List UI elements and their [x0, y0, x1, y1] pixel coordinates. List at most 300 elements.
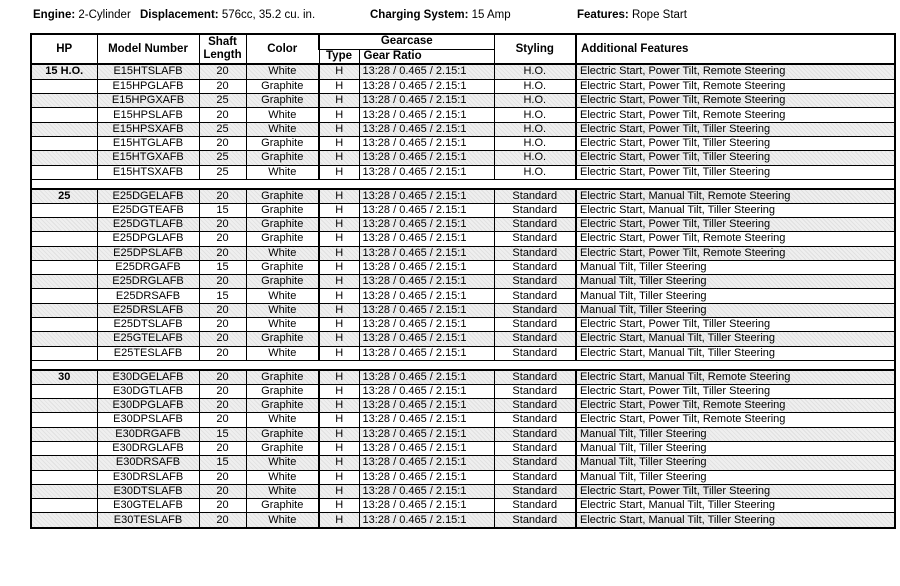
model-number-cell: E15HPGXAFB: [97, 94, 199, 108]
styling-cell: H.O.: [494, 122, 576, 136]
styling-cell: Standard: [494, 413, 576, 427]
table-row: [32, 136, 894, 150]
table-row: [32, 413, 894, 427]
color-cell: Graphite: [246, 441, 319, 455]
table-row: [32, 513, 894, 527]
color-cell: Graphite: [246, 332, 319, 346]
styling-cell: Standard: [494, 427, 576, 441]
styling-cell: H.O.: [494, 94, 576, 108]
hp-group-25: [32, 188, 894, 361]
gear-ratio-cell: 13:28 / 0.465 / 2.15:1: [359, 303, 494, 317]
additional-features-cell: Electric Start, Power Tilt, Remote Steering: [576, 232, 894, 246]
gearcase-type-cell: H: [319, 165, 359, 179]
model-number-cell: E15HPGLAFB: [97, 79, 199, 93]
gearcase-type-cell: H: [319, 332, 359, 346]
table-row: [32, 165, 894, 179]
hp-cell: [32, 470, 97, 484]
table-row: [32, 65, 894, 79]
gear-ratio-cell: 13:28 / 0.465 / 2.15:1: [359, 136, 494, 150]
shaft-length-cell: 15: [199, 260, 246, 274]
additional-features-header: Additional Features: [576, 35, 894, 64]
color-cell: Graphite: [246, 370, 319, 384]
gearcase-type-cell: H: [319, 94, 359, 108]
gearcase-type-cell: H: [319, 484, 359, 498]
gearcase-type-cell: H: [319, 65, 359, 79]
gearcase-type-cell: H: [319, 136, 359, 150]
hp-cell: [32, 232, 97, 246]
hp-group-30: [32, 369, 894, 527]
table-row: [32, 470, 894, 484]
styling-cell: Standard: [494, 217, 576, 231]
color-cell: White: [246, 484, 319, 498]
gear-ratio-cell: 13:28 / 0.465 / 2.15:1: [359, 513, 494, 527]
shaft-length-cell: 15: [199, 427, 246, 441]
styling-cell: Standard: [494, 456, 576, 470]
shaft-length-cell: 20: [199, 303, 246, 317]
color-header: Color: [246, 35, 319, 64]
gearcase-type-cell: H: [319, 513, 359, 527]
shaft-length-cell: 20: [199, 246, 246, 260]
styling-cell: Standard: [494, 346, 576, 360]
model-number-cell: E25DGTLAFB: [97, 217, 199, 231]
hp-cell: [32, 318, 97, 332]
model-number-cell: E25DRGLAFB: [97, 275, 199, 289]
header-row-1: [32, 35, 894, 49]
model-number-cell: E30TESLAFB: [97, 513, 199, 527]
hp-cell: [32, 217, 97, 231]
gear-ratio-cell: 13:28 / 0.465 / 2.15:1: [359, 370, 494, 384]
model-number-cell: E15HTGLAFB: [97, 136, 199, 150]
features-label: Features:: [577, 9, 629, 21]
shaft-length-cell: 25: [199, 165, 246, 179]
model-number-cell: E25TESLAFB: [97, 346, 199, 360]
color-cell: White: [246, 346, 319, 360]
styling-cell: Standard: [494, 441, 576, 455]
hp-cell: 30: [32, 370, 97, 384]
shaft-length-cell: 25: [199, 151, 246, 165]
gearcase-type-cell: H: [319, 456, 359, 470]
gear-ratio-cell: 13:28 / 0.465 / 2.15:1: [359, 151, 494, 165]
additional-features-cell: Manual Tilt, Tiller Steering: [576, 470, 894, 484]
color-cell: Graphite: [246, 136, 319, 150]
gearcase-type-cell: H: [319, 275, 359, 289]
additional-features-cell: Manual Tilt, Tiller Steering: [576, 303, 894, 317]
hp-cell: 15 H.O.: [32, 65, 97, 79]
styling-cell: Standard: [494, 513, 576, 527]
gear-ratio-cell: 13:28 / 0.465 / 2.15:1: [359, 217, 494, 231]
group-separator: [32, 180, 894, 188]
displacement-value: 576cc, 35.2 cu. in.: [221, 9, 316, 21]
model-number-cell: E15HTSXAFB: [97, 165, 199, 179]
charging-system-value: 15 Amp: [471, 9, 511, 21]
shaft-length-cell: 20: [199, 413, 246, 427]
color-cell: White: [246, 108, 319, 122]
table-row: [32, 122, 894, 136]
displacement-label: Displacement:: [140, 9, 219, 21]
additional-features-cell: Electric Start, Power Tilt, Tiller Steering: [576, 122, 894, 136]
color-cell: Graphite: [246, 189, 319, 203]
additional-features-cell: Electric Start, Power Tilt, Remote Steering: [576, 246, 894, 260]
gear-ratio-cell: 13:28 / 0.465 / 2.15:1: [359, 470, 494, 484]
additional-features-cell: Electric Start, Power Tilt, Remote Steering: [576, 65, 894, 79]
gear-ratio-cell: 13:28 / 0.465 / 2.15:1: [359, 456, 494, 470]
gear-ratio-cell: 13:28 / 0.465 / 2.15:1: [359, 65, 494, 79]
color-cell: White: [246, 413, 319, 427]
table-row: [32, 370, 894, 384]
hp-cell: [32, 246, 97, 260]
model-number-cell: E25GTELAFB: [97, 332, 199, 346]
table-row: [32, 108, 894, 122]
gearcase-type-cell: H: [319, 384, 359, 398]
shaft-length-cell: 20: [199, 217, 246, 231]
additional-features-cell: Electric Start, Power Tilt, Remote Steering: [576, 79, 894, 93]
hp-cell: [32, 289, 97, 303]
table-row: [32, 232, 894, 246]
hp-cell: [32, 499, 97, 513]
model-number-cell: E25DPGLAFB: [97, 232, 199, 246]
table-row: [32, 289, 894, 303]
gearcase-type-cell: H: [319, 246, 359, 260]
additional-features-cell: Electric Start, Power Tilt, Remote Steering: [576, 108, 894, 122]
hp-cell: [32, 203, 97, 217]
additional-features-cell: Electric Start, Power Tilt, Tiller Steering: [576, 484, 894, 498]
engine-label: Engine:: [33, 9, 76, 21]
gear-ratio-cell: 13:28 / 0.465 / 2.15:1: [359, 189, 494, 203]
gearcase-header: Gearcase: [319, 35, 494, 49]
color-cell: Graphite: [246, 79, 319, 93]
hp-cell: [32, 346, 97, 360]
gearcase-type-cell: H: [319, 122, 359, 136]
gearcase-type-cell: H: [319, 441, 359, 455]
gear-ratio-cell: 13:28 / 0.465 / 2.15:1: [359, 260, 494, 274]
color-cell: White: [246, 122, 319, 136]
model-number-header: Model Number: [97, 35, 199, 64]
styling-cell: Standard: [494, 246, 576, 260]
hp-cell: [32, 108, 97, 122]
gearcase-type-cell: H: [319, 151, 359, 165]
shaft-length-cell: 20: [199, 79, 246, 93]
hp-cell: 25: [32, 189, 97, 203]
model-number-cell: E30DRGAFB: [97, 427, 199, 441]
model-number-cell: E25DPSLAFB: [97, 246, 199, 260]
styling-cell: H.O.: [494, 65, 576, 79]
table-row: [32, 217, 894, 231]
shaft-length-cell: 20: [199, 484, 246, 498]
gear-ratio-cell: 13:28 / 0.465 / 2.15:1: [359, 484, 494, 498]
gear-ratio-cell: 13:28 / 0.465 / 2.15:1: [359, 165, 494, 179]
hp-cell: [32, 79, 97, 93]
gearcase-type-cell: H: [319, 303, 359, 317]
styling-cell: Standard: [494, 499, 576, 513]
additional-features-cell: Electric Start, Power Tilt, Tiller Steering: [576, 318, 894, 332]
styling-cell: H.O.: [494, 79, 576, 93]
additional-features-cell: Electric Start, Manual Tilt, Remote Steering: [576, 189, 894, 203]
additional-features-cell: Electric Start, Power Tilt, Remote Steering: [576, 94, 894, 108]
hp-cell: [32, 275, 97, 289]
gearcase-type-cell: H: [319, 427, 359, 441]
table-row: [32, 399, 894, 413]
gear-ratio-cell: 13:28 / 0.465 / 2.15:1: [359, 441, 494, 455]
hp-cell: [32, 260, 97, 274]
table-row: [32, 151, 894, 165]
model-number-cell: E25DGELAFB: [97, 189, 199, 203]
table-header: [32, 35, 894, 65]
group-separator: [32, 361, 894, 369]
models-spec-table: [30, 33, 896, 529]
color-cell: White: [246, 513, 319, 527]
gearcase-type-cell: H: [319, 79, 359, 93]
gear-ratio-cell: 13:28 / 0.465 / 2.15:1: [359, 413, 494, 427]
additional-features-cell: Electric Start, Power Tilt, Tiller Steering: [576, 217, 894, 231]
gearcase-type-cell: H: [319, 203, 359, 217]
model-number-cell: E25DGTEAFB: [97, 203, 199, 217]
shaft-length-cell: 20: [199, 370, 246, 384]
shaft-length-cell: 20: [199, 399, 246, 413]
gear-ratio-cell: 13:28 / 0.465 / 2.15:1: [359, 246, 494, 260]
gear-ratio-cell: 13:28 / 0.465 / 2.15:1: [359, 79, 494, 93]
color-cell: Graphite: [246, 94, 319, 108]
gearcase-type-cell: H: [319, 108, 359, 122]
color-cell: White: [246, 65, 319, 79]
hp-cell: [32, 136, 97, 150]
additional-features-cell: Manual Tilt, Tiller Steering: [576, 260, 894, 274]
gear-ratio-cell: 13:28 / 0.465 / 2.15:1: [359, 94, 494, 108]
gearcase-type-cell: H: [319, 499, 359, 513]
color-cell: White: [246, 456, 319, 470]
color-cell: White: [246, 289, 319, 303]
shaft-length-cell: 20: [199, 189, 246, 203]
additional-features-cell: Electric Start, Power Tilt, Remote Steering: [576, 399, 894, 413]
table-row: [32, 456, 894, 470]
color-cell: Graphite: [246, 499, 319, 513]
color-cell: White: [246, 165, 319, 179]
styling-cell: Standard: [494, 203, 576, 217]
color-cell: White: [246, 303, 319, 317]
gear-ratio-cell: 13:28 / 0.465 / 2.15:1: [359, 275, 494, 289]
table-row: [32, 203, 894, 217]
gearcase-type-cell: H: [319, 318, 359, 332]
gear-ratio-cell: 13:28 / 0.465 / 2.15:1: [359, 384, 494, 398]
styling-cell: Standard: [494, 484, 576, 498]
model-number-cell: E25DRSAFB: [97, 289, 199, 303]
hp-cell: [32, 332, 97, 346]
hp-cell: [32, 413, 97, 427]
additional-features-cell: Electric Start, Manual Tilt, Tiller Steering: [576, 513, 894, 527]
hp-cell: [32, 399, 97, 413]
styling-cell: H.O.: [494, 136, 576, 150]
gear-ratio-cell: 13:28 / 0.465 / 2.15:1: [359, 203, 494, 217]
model-number-cell: E30DRSLAFB: [97, 470, 199, 484]
model-number-cell: E30DGELAFB: [97, 370, 199, 384]
model-number-cell: E30DPSLAFB: [97, 413, 199, 427]
table-row: [32, 384, 894, 398]
additional-features-cell: Electric Start, Power Tilt, Remote Steering: [576, 413, 894, 427]
table-row: [32, 484, 894, 498]
gearcase-type-cell: H: [319, 232, 359, 246]
additional-features-cell: Electric Start, Manual Tilt, Tiller Steering: [576, 332, 894, 346]
hp-cell: [32, 484, 97, 498]
shaft-length-cell: 20: [199, 470, 246, 484]
table-row: [32, 318, 894, 332]
table-row: [32, 499, 894, 513]
displacement-info: [140, 9, 315, 21]
color-cell: Graphite: [246, 399, 319, 413]
additional-features-cell: Electric Start, Power Tilt, Tiller Steering: [576, 384, 894, 398]
additional-features-cell: Electric Start, Power Tilt, Tiller Steering: [576, 136, 894, 150]
additional-features-cell: Manual Tilt, Tiller Steering: [576, 427, 894, 441]
gear-ratio-cell: 13:28 / 0.465 / 2.15:1: [359, 499, 494, 513]
model-number-cell: E15HTSLAFB: [97, 65, 199, 79]
charging-system-info: [370, 9, 511, 21]
shaft-length-cell: 20: [199, 108, 246, 122]
gearcase-type-cell: H: [319, 346, 359, 360]
color-cell: Graphite: [246, 232, 319, 246]
color-cell: Graphite: [246, 427, 319, 441]
gearcase-type-cell: H: [319, 289, 359, 303]
shaft-length-cell: 20: [199, 346, 246, 360]
styling-cell: H.O.: [494, 108, 576, 122]
shaft-length-cell: 20: [199, 332, 246, 346]
shaft-length-cell: 25: [199, 122, 246, 136]
gear-ratio-cell: 13:28 / 0.465 / 2.15:1: [359, 108, 494, 122]
table-row: [32, 303, 894, 317]
gearcase-type-cell: H: [319, 217, 359, 231]
color-cell: Graphite: [246, 260, 319, 274]
gear-ratio-cell: 13:28 / 0.465 / 2.15:1: [359, 346, 494, 360]
model-number-cell: E15HPSXAFB: [97, 122, 199, 136]
model-number-cell: E30DTSLAFB: [97, 484, 199, 498]
hp-cell: [32, 122, 97, 136]
color-cell: Graphite: [246, 275, 319, 289]
styling-cell: Standard: [494, 189, 576, 203]
table-row: [32, 275, 894, 289]
additional-features-cell: Electric Start, Power Tilt, Tiller Steering: [576, 151, 894, 165]
gearcase-type-cell: H: [319, 189, 359, 203]
shaft-length-header: Shaft Length: [199, 35, 246, 64]
gearcase-type-header: Type: [319, 49, 359, 64]
table-row: [32, 189, 894, 203]
hp-cell: [32, 94, 97, 108]
gear-ratio-header: Gear Ratio: [359, 49, 494, 64]
styling-cell: Standard: [494, 275, 576, 289]
gear-ratio-cell: 13:28 / 0.465 / 2.15:1: [359, 399, 494, 413]
additional-features-cell: Manual Tilt, Tiller Steering: [576, 275, 894, 289]
styling-cell: Standard: [494, 332, 576, 346]
styling-cell: Standard: [494, 470, 576, 484]
color-cell: Graphite: [246, 217, 319, 231]
shaft-length-cell: 20: [199, 136, 246, 150]
model-number-cell: E30DPGLAFB: [97, 399, 199, 413]
hp-cell: [32, 165, 97, 179]
shaft-length-cell: 20: [199, 232, 246, 246]
engine-value: 2-Cylinder: [78, 9, 131, 21]
additional-features-cell: Electric Start, Manual Tilt, Tiller Steering: [576, 203, 894, 217]
styling-cell: Standard: [494, 384, 576, 398]
gearcase-type-cell: H: [319, 260, 359, 274]
additional-features-cell: Manual Tilt, Tiller Steering: [576, 456, 894, 470]
model-number-cell: E25DRSLAFB: [97, 303, 199, 317]
gear-ratio-cell: 13:28 / 0.465 / 2.15:1: [359, 122, 494, 136]
hp-cell: [32, 384, 97, 398]
table-row: [32, 79, 894, 93]
color-cell: Graphite: [246, 151, 319, 165]
shaft-length-cell: 20: [199, 499, 246, 513]
additional-features-cell: Electric Start, Manual Tilt, Tiller Steering: [576, 346, 894, 360]
model-number-cell: E30GTELAFB: [97, 499, 199, 513]
color-cell: Graphite: [246, 203, 319, 217]
model-number-cell: E15HPSLAFB: [97, 108, 199, 122]
model-number-cell: E15HTGXAFB: [97, 151, 199, 165]
model-number-cell: E25DRGAFB: [97, 260, 199, 274]
model-number-cell: E30DGTLAFB: [97, 384, 199, 398]
hp-cell: [32, 151, 97, 165]
table-row: [32, 441, 894, 455]
styling-header: Styling: [494, 35, 576, 64]
gear-ratio-cell: 13:28 / 0.465 / 2.15:1: [359, 318, 494, 332]
gearcase-type-cell: H: [319, 413, 359, 427]
hp-cell: [32, 303, 97, 317]
table-row: [32, 260, 894, 274]
color-cell: White: [246, 470, 319, 484]
table-row: [32, 332, 894, 346]
features-info: [577, 9, 687, 21]
hp-cell: [32, 456, 97, 470]
table-row: [32, 346, 894, 360]
color-cell: White: [246, 318, 319, 332]
gear-ratio-cell: 13:28 / 0.465 / 2.15:1: [359, 427, 494, 441]
styling-cell: Standard: [494, 289, 576, 303]
color-cell: Graphite: [246, 384, 319, 398]
additional-features-cell: Manual Tilt, Tiller Steering: [576, 289, 894, 303]
styling-cell: H.O.: [494, 151, 576, 165]
additional-features-cell: Electric Start, Power Tilt, Tiller Steering: [576, 165, 894, 179]
shaft-length-cell: 20: [199, 513, 246, 527]
shaft-length-cell: 15: [199, 289, 246, 303]
table-row: [32, 427, 894, 441]
hp-header: HP: [32, 35, 97, 64]
hp-cell: [32, 427, 97, 441]
gearcase-type-cell: H: [319, 399, 359, 413]
model-number-cell: E25DTSLAFB: [97, 318, 199, 332]
table-row: [32, 94, 894, 108]
styling-cell: H.O.: [494, 165, 576, 179]
gearcase-type-cell: H: [319, 370, 359, 384]
engine-info-bar: [0, 9, 900, 25]
shaft-length-cell: 25: [199, 94, 246, 108]
styling-cell: Standard: [494, 370, 576, 384]
additional-features-cell: Electric Start, Manual Tilt, Tiller Steering: [576, 499, 894, 513]
styling-cell: Standard: [494, 232, 576, 246]
engine-info: [33, 9, 131, 21]
shaft-length-cell: 20: [199, 384, 246, 398]
gear-ratio-cell: 13:28 / 0.465 / 2.15:1: [359, 289, 494, 303]
shaft-length-cell: 20: [199, 65, 246, 79]
model-number-cell: E30DRGLAFB: [97, 441, 199, 455]
gearcase-type-cell: H: [319, 470, 359, 484]
model-number-cell: E30DRSAFB: [97, 456, 199, 470]
hp-group-15ho: [32, 65, 894, 180]
charging-system-label: Charging System:: [370, 9, 469, 21]
hp-cell: [32, 441, 97, 455]
gear-ratio-cell: 13:28 / 0.465 / 2.15:1: [359, 232, 494, 246]
color-cell: White: [246, 246, 319, 260]
styling-cell: Standard: [494, 318, 576, 332]
styling-cell: Standard: [494, 303, 576, 317]
additional-features-cell: Manual Tilt, Tiller Steering: [576, 441, 894, 455]
shaft-length-cell: 20: [199, 318, 246, 332]
styling-cell: Standard: [494, 260, 576, 274]
table-row: [32, 246, 894, 260]
